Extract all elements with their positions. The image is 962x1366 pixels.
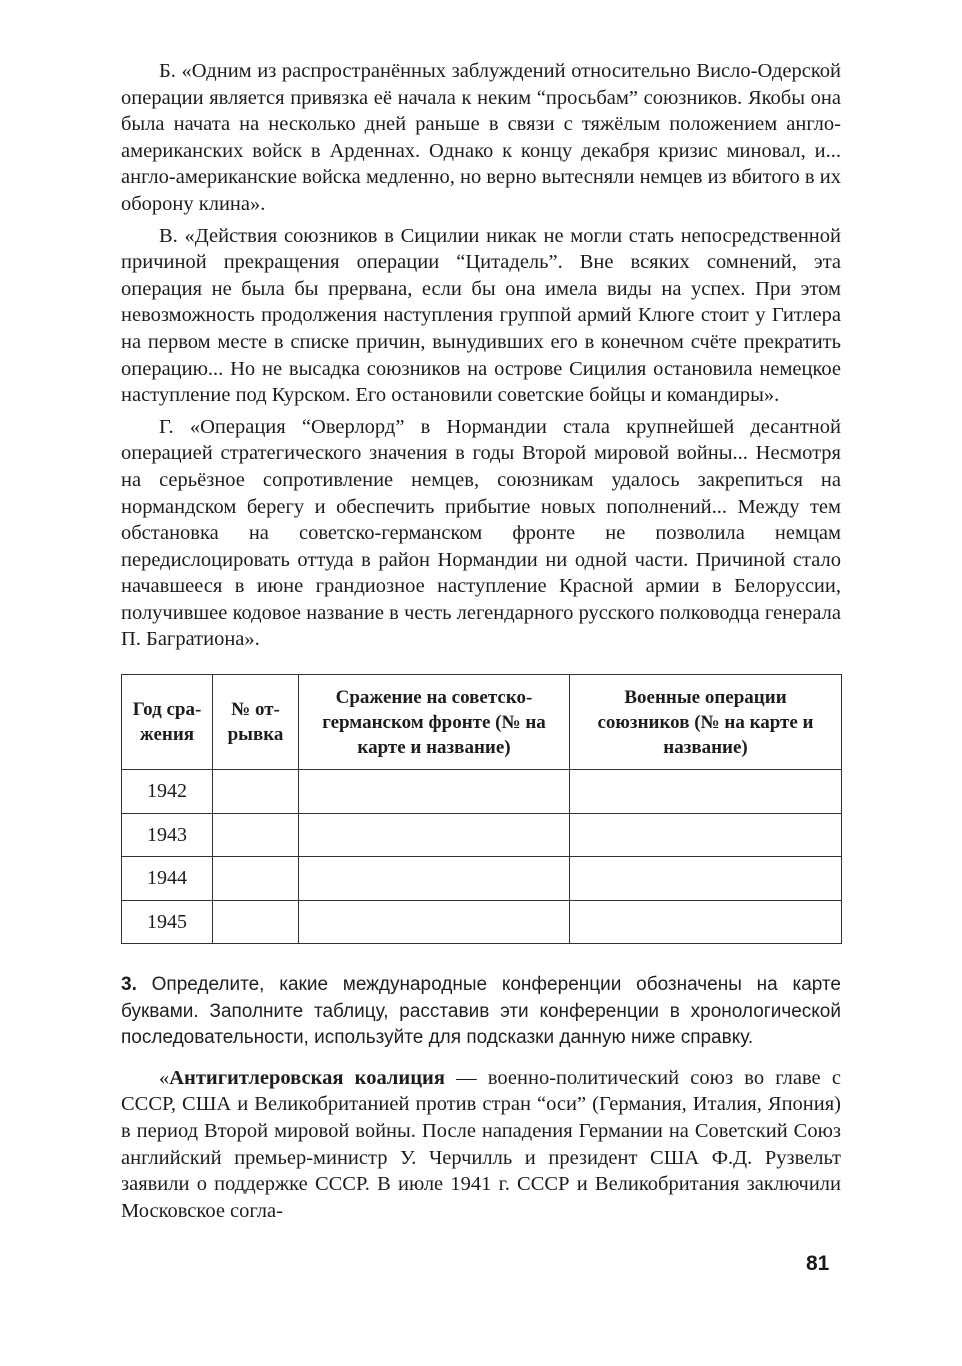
- cell-soviet-battle[interactable]: [299, 813, 570, 857]
- excerpt-g: Г. «Операция “Оверлорд” в Нормандии стала крупнейшей десантной операцией стратегического значения в годы Второй мировой войны... Несмотря на серьёзное сопротивление немцев, союзникам удалось закрепиться на нормандском берегу и обеспечить прибытие новых пополнений... Между тем обстановка на советско-германском фронте не позволила немцам передислоцировать оттуда в район Нормандии ни одной части. Причиной стало начавшееся в июне грандиозное наступление Красной армии в Белоруссии, получившее кодовое название в честь легендарного русского полководца генерала П. Багратиона».: [121, 415, 841, 651]
- task-text: Определите, какие международные конференции обозначены на карте буквами. Заполните таблицу, расставив эти конференции в хронологической последовательности, используйте для подсказки данную ниже справку.: [121, 974, 841, 1049]
- table-row: [122, 900, 842, 944]
- definition-open-quote: «: [159, 1066, 170, 1089]
- cell-excerpt-no[interactable]: [213, 857, 299, 901]
- excerpt-b: Б. «Одним из распространённых заблуждений относительно Висло-Одерской операции является привязка её начала к неким “просьбам” союзников. Якобы она была начата на несколько дней раньше в связи с тяжёлым положением англо-американских войск в Арденнах. Однако к концу декабря кризис миновал, и... англо-американские войска медленно, но верно вытесняли немцев из вбитого в их оборону клина».: [121, 60, 841, 215]
- cell-year: 1945: [122, 900, 213, 944]
- cell-soviet-battle[interactable]: [299, 857, 570, 901]
- table-row: [122, 770, 842, 814]
- cell-excerpt-no[interactable]: [213, 900, 299, 944]
- cell-excerpt-no[interactable]: [213, 770, 299, 814]
- cell-excerpt-no[interactable]: [213, 813, 299, 857]
- definition-text: — военно-политический союз во главе с СССР, США и Великобританией против стран “оси” (Германия, Италия, Япония) в период Второй мировой войны. После нападения Германии на Советский Союз английский премьер-министр У. Черчилль и президент США Ф.Д. Рузвельт заявили о поддержке СССР. В июле 1941 г. СССР и Великобритания заключили Московское согла-: [121, 1066, 841, 1222]
- table-row: [122, 857, 842, 901]
- cell-allied-operation[interactable]: [570, 813, 842, 857]
- header-excerpt-no: № от-рывка: [213, 675, 299, 770]
- excerpt-v: В. «Действия союзников в Сицилии никак не могли стать непосредственной причиной прекращения операции “Цитадель”. Вне всяких сомнений, эта операция не была бы прервана, если бы она имела виды на успех. При этом невозможность продолжения наступления группой армий Клюге стоит у Гитлера на первом месте в списке причин, вынудивших его в конечном счёте прекратить операцию... Но не высадка союзников на острове Сицилия остановила немецкое наступление под Курском. Его остановили советские бойцы и командиры».: [121, 224, 841, 407]
- table-row: [122, 813, 842, 857]
- header-allied-operations: Военные операции союзников (№ на карте и название): [570, 675, 842, 770]
- cell-soviet-battle[interactable]: [299, 770, 570, 814]
- cell-allied-operation[interactable]: [570, 857, 842, 901]
- header-year: Год сра-жения: [122, 675, 213, 770]
- cell-year: 1942: [122, 770, 213, 814]
- definition-paragraph: [121, 1065, 841, 1225]
- definition-term: Антигитлеровская коалиция: [169, 1066, 445, 1089]
- task-number: 3.: [121, 974, 137, 996]
- cell-soviet-battle[interactable]: [299, 900, 570, 944]
- page-content: [121, 58, 841, 1224]
- cell-allied-operation[interactable]: [570, 770, 842, 814]
- battles-table: [121, 674, 842, 944]
- cell-allied-operation[interactable]: [570, 900, 842, 944]
- cell-year: 1943: [122, 813, 213, 857]
- task-3: [121, 972, 841, 1052]
- cell-year: 1944: [122, 857, 213, 901]
- page-number: 81: [806, 1252, 830, 1275]
- header-soviet-battle: Сражение на советско-германском фронте (№ на карте и название): [299, 675, 570, 770]
- table-header-row: [122, 675, 842, 770]
